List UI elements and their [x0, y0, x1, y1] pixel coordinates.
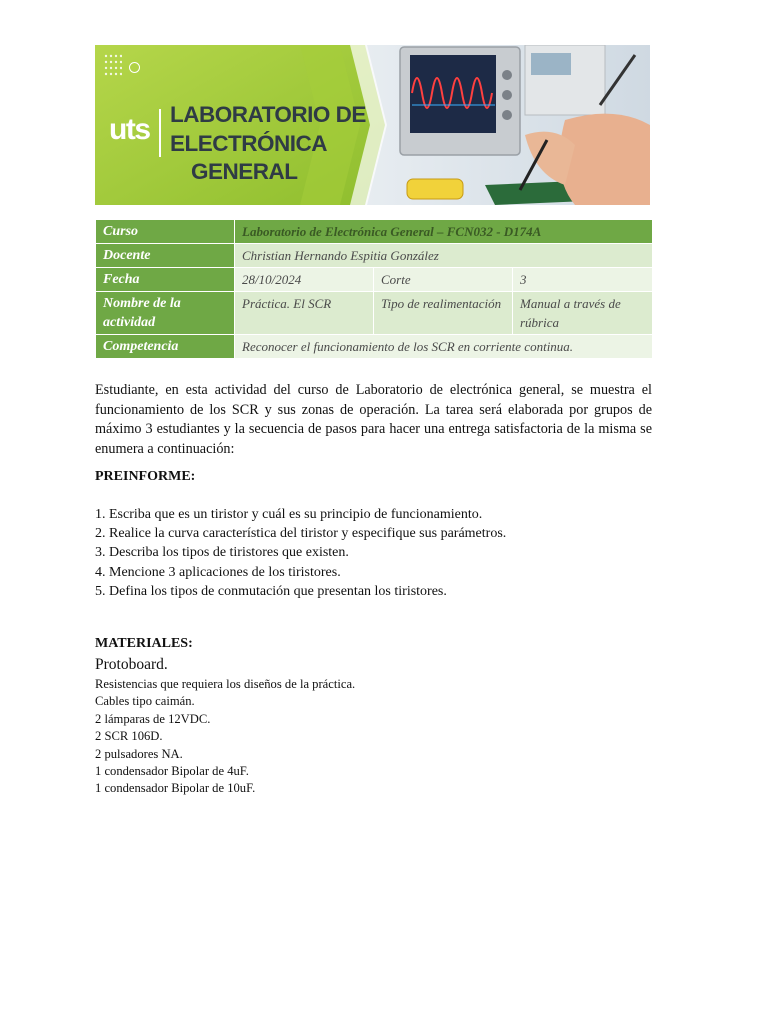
list-item: 1. Escriba que es un tiristor y cuál es su principio de funcionamiento.	[95, 507, 483, 522]
list-item: 2 SCR 106D.	[95, 729, 163, 744]
fecha-value: 28/10/2024	[235, 268, 374, 292]
tipo-value: Manual a través de rúbrica	[513, 292, 653, 335]
materiales-list	[95, 676, 355, 798]
course-info-table	[95, 219, 653, 359]
list-item: 5. Defina los tipos de conmutación que presentan los tiristores.	[95, 583, 447, 599]
docente-label: Docente	[96, 244, 235, 268]
actividad-value: Práctica. El SCR	[235, 292, 374, 335]
uts-logo: uts	[109, 113, 150, 146]
lab-title-line2: ELECTRÓNICA	[170, 130, 327, 156]
curso-label: Curso	[96, 220, 235, 244]
competencia-label: Competencia	[96, 335, 235, 359]
lab-title-line1: LABORATORIO DE	[170, 102, 366, 127]
table-row-actividad	[96, 292, 653, 335]
list-item: Cables tipo caimán.	[95, 694, 195, 709]
table-row-docente	[96, 244, 653, 268]
list-item: 2 pulsadores NA.	[95, 746, 183, 761]
table-row-curso	[96, 220, 653, 244]
corte-value: 3	[513, 268, 653, 292]
materiales-first-item: Protoboard.	[95, 656, 168, 673]
table-row-fecha	[96, 268, 653, 292]
lab-banner	[95, 45, 650, 205]
materiales-heading: MATERIALES:	[95, 636, 193, 651]
intro-paragraph: Estudiante, en esta actividad del curso de Laboratorio de electrónica general, se muestra el funcionamiento de los SCR y sus zonas de operación. La tarea será elaborada por grupos de máximo 3 estudiantes y la secuencia de pasos para hacer una entrega satisfactoria de la misma se enumera a continuación:	[95, 382, 652, 457]
list-item: 4. Mencione 3 aplicaciones de los tiristores.	[95, 564, 341, 580]
lab-title	[170, 101, 366, 187]
list-item: Resistencias que requiera los diseños de la práctica.	[95, 677, 356, 691]
logo-divider	[159, 109, 161, 157]
preinforme-list	[95, 505, 506, 601]
ring-icon	[129, 62, 140, 73]
list-item: 1 condensador Bipolar de 4uF.	[95, 764, 249, 779]
list-item: 2 lámparas de 12VDC.	[95, 711, 211, 726]
list-item: 1 condensador Bipolar de 10uF.	[95, 781, 256, 796]
curso-value: Laboratorio de Electrónica General – FCN032 - D174A	[235, 220, 653, 244]
preinforme-heading: PREINFORME:	[95, 469, 196, 484]
table-row-competencia	[96, 335, 653, 359]
docente-value: Christian Hernando Espitia González	[235, 244, 653, 268]
competencia-value: Reconocer el funcionamiento de los SCR en corriente continua.	[235, 335, 653, 359]
actividad-label: Nombre de la actividad	[96, 292, 235, 335]
lab-title-line3: GENERAL	[191, 159, 298, 184]
tipo-label: Tipo de realimentación	[374, 292, 513, 335]
fecha-label: Fecha	[96, 268, 235, 292]
corte-label: Corte	[374, 268, 513, 292]
list-item: 2. Realice la curva característica del tiristor y especifique sus parámetros.	[95, 526, 507, 542]
list-item: 3. Describa los tipos de tiristores que existen.	[95, 545, 349, 561]
dots-grid-icon	[104, 54, 122, 78]
